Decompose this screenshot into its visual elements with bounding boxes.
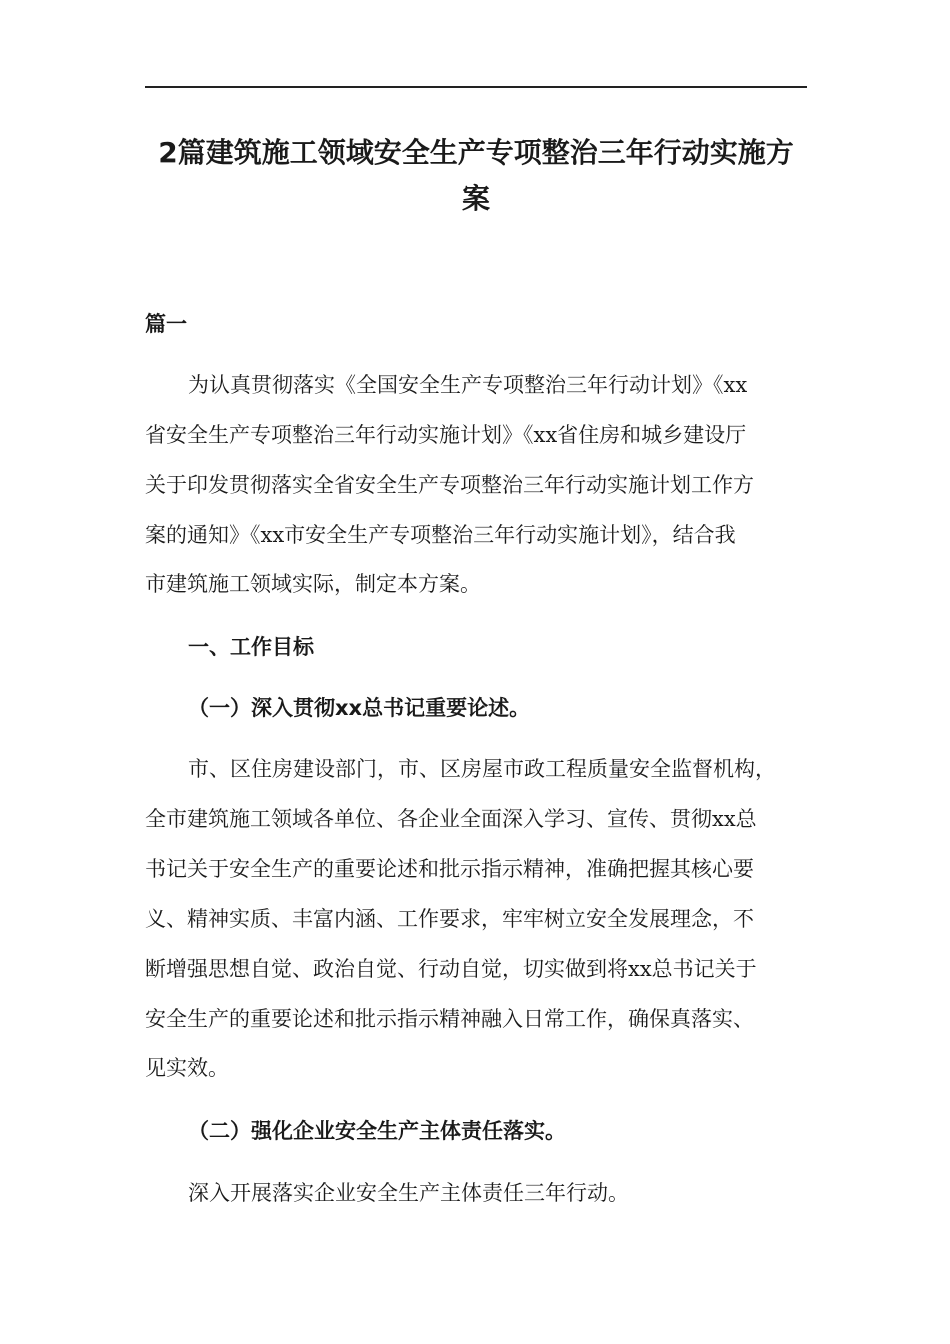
para-1-line-3: 书记关于安全生产的重要论述和批示指示精神，准确把握其核心要 — [145, 857, 754, 881]
top-rule — [145, 86, 807, 88]
para-2-line-1: 深入开展落实企业安全生产主体责任三年行动。 — [188, 1181, 629, 1205]
para-1-line-7: 见实效。 — [145, 1056, 229, 1080]
title-line-1: 2篇建筑施工领域安全生产专项整治三年行动实施方 — [158, 136, 794, 169]
subheading-1: （一）深入贯彻xx总书记重要论述。 — [188, 696, 531, 720]
para-1-line-2: 全市建筑施工领域各单位、各企业全面深入学习、宣传、贯彻xx总 — [145, 807, 757, 831]
intro-line-3: 关于印发贯彻落实全省安全生产专项整治三年行动实施计划工作方 — [145, 473, 754, 497]
subheading-2: （二）强化企业安全生产主体责任落实。 — [188, 1119, 566, 1143]
section-label: 篇一 — [145, 312, 187, 336]
intro-line-4: 案的通知》《xx市安全生产专项整治三年行动实施计划》，结合我 — [145, 523, 736, 547]
intro-line-1: 为认真贯彻落实《全国安全生产专项整治三年行动计划》《xx — [188, 373, 748, 397]
document-title — [145, 130, 807, 222]
intro-line-2: 省安全生产专项整治三年行动实施计划》《xx省住房和城乡建设厅 — [145, 423, 747, 447]
para-1-line-1: 市、区住房建设部门，市、区房屋市政工程质量安全监督机构， — [188, 757, 776, 781]
para-1-line-4: 义、精神实质、丰富内涵、工作要求，牢牢树立安全发展理念，不 — [145, 907, 754, 931]
heading-work-goals: 一、工作目标 — [188, 635, 314, 659]
title-line-2: 案 — [461, 182, 490, 215]
para-1-line-6: 安全生产的重要论述和批示指示精神融入日常工作，确保真落实、 — [145, 1007, 754, 1031]
para-1-line-5: 断增强思想自觉、政治自觉、行动自觉，切实做到将xx总书记关于 — [145, 957, 757, 981]
intro-line-5: 市建筑施工领域实际，制定本方案。 — [145, 572, 481, 596]
